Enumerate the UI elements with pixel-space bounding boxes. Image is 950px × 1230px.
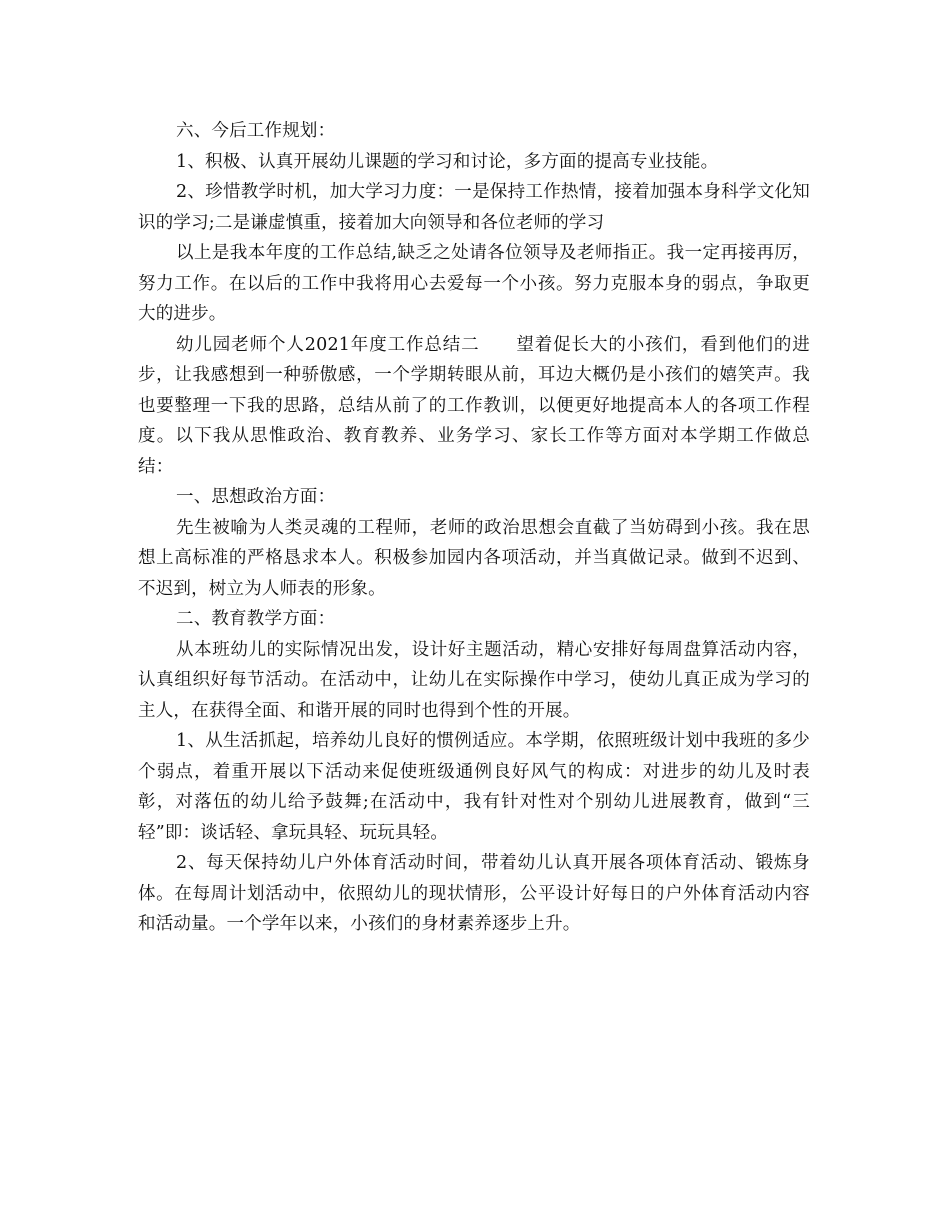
paragraph-second-summary-intro: 幼儿园老师个人2021年度工作总结二 望着促长大的小孩们，看到他们的进步，让我感想到一种骄傲感，一个学期转眼从前，耳边大概仍是小孩们的嬉笑声。我也要整理一下我的思路，总结从前了的工作教训，以便更好地提高本人的各项工作程度。以下我从思惟政治、教育教养、业务学习、家长工作等方面对本学期工作做总结： <box>138 334 810 477</box>
paragraph-section-two-heading: 二、教育教学方面： <box>176 609 336 629</box>
paragraph-section-one-heading: 一、思想政治方面： <box>176 487 336 507</box>
paragraph-plan-item-1: 1、积极、认真开展幼儿课题的学习和讨论，多方面的提高专业技能。 <box>176 151 719 172</box>
paragraph-plan-item-2: 2、珍惜教学时机，加大学习力度：一是保持工作热情，接着加强本身科学文化知识的学习;二是谦虚慎重，接着加大向领导和各位老师的学习 <box>138 182 810 233</box>
paragraph-teaching-item-1: 1、从生活抓起，培养幼儿良好的惯例适应。本学期，依照班级计划中我班的多少个弱点，着重开展以下活动来促使班级通例良好风气的构成：对进步的幼儿及时表彰，对落伍的幼儿给予鼓舞;在活动中，我有针对性对个别幼儿进展教育，做到“三轻”即：谈话轻、拿玩具轻、玩玩具轻。 <box>138 731 810 843</box>
paragraph-section-six-heading: 六、今后工作规划： <box>176 121 336 141</box>
document-body <box>138 116 810 940</box>
paragraph-closing-summary: 以上是我本年度的工作总结,缺乏之处请各位领导及老师指正。我一定再接再厉，努力工作。在以后的工作中我将用心去爱每一个小孩。努力克服本身的弱点，争取更大的进步。 <box>138 243 810 324</box>
paragraph-political-thought: 先生被喻为人类灵魂的工程师，老师的政治思想会直截了当妨碍到小孩。我在思想上高标准的严格恳求本人。积极参加园内各项活动，并当真做记录。做到不迟到、不迟到，树立为人师表的形象。 <box>138 517 810 599</box>
paragraph-teaching-item-2: 2、每天保持幼儿户外体育活动时间，带着幼儿认真开展各项体育活动、锻炼身体。在每周计划活动中，依照幼儿的现状情形，公平设计好每日的户外体育活动内容和活动量。一个学年以来，小孩们的身材素养逐步上升。 <box>138 853 810 934</box>
paragraph-teaching-overview: 从本班幼儿的实际情况出发，设计好主题活动，精心安排好每周盘算活动内容，认真组织好每节活动。在活动中，让幼儿在实际操作中学习，使幼儿真正成为学习的主人，在获得全面、和谐开展的同时也得到个性的开展。 <box>138 639 810 721</box>
